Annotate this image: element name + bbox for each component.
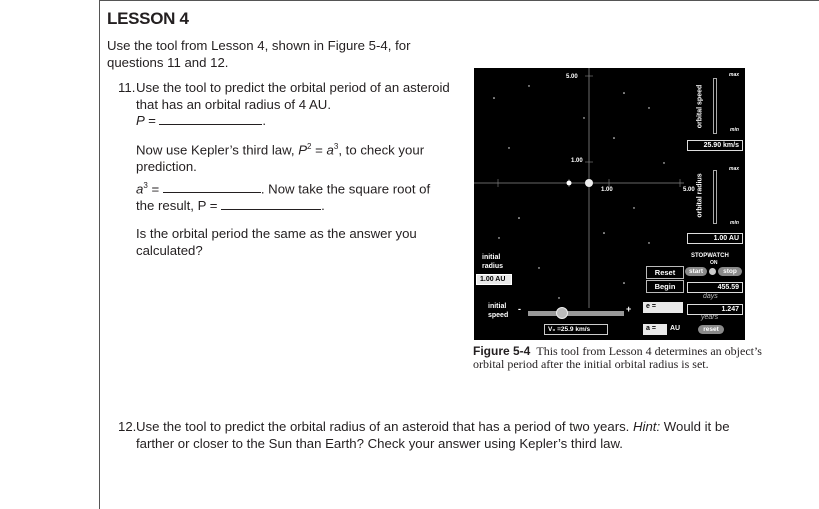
initial-radius-input[interactable]: 1.00 AU <box>476 274 512 285</box>
radius-max: max <box>729 166 740 172</box>
initial-speed-label-1: initial <box>488 303 507 310</box>
kepler-p: P <box>298 142 308 158</box>
years-label: years <box>701 314 719 321</box>
question-text: Use the tool to predict the orbital period of an asteroid that has an orbital radius of 4 AU. <box>136 80 450 112</box>
kepler-text-2: , to check your prediction. <box>136 142 425 175</box>
kepler-eq: = <box>311 142 327 158</box>
kepler-text-1: Now use Kepler’s third law, <box>136 142 299 158</box>
asteroid-icon <box>567 181 572 186</box>
initial-radius-label-1: initial <box>482 254 501 261</box>
radius-min: min <box>730 220 739 226</box>
sqrt-instruction: . Now take the square root of <box>260 181 431 197</box>
toggle-knob[interactable] <box>709 268 716 275</box>
speed-gauge <box>713 78 717 134</box>
question-text <box>136 418 756 452</box>
axis-label-mid: 1.00 <box>571 158 583 164</box>
period-blank[interactable] <box>159 113 262 125</box>
speed-increase[interactable]: + <box>626 304 632 314</box>
kepler-a: a <box>326 142 334 158</box>
semi-major-axis-readout: a = <box>643 324 667 335</box>
page-border-top <box>99 0 819 1</box>
a-sup: 3 <box>143 181 148 190</box>
a-eq: = <box>147 181 160 197</box>
axis-label-far-right: 5.00 <box>683 187 695 193</box>
intro-text: Use the tool from Lesson 4, shown in Figure 5-4, for questions 11 and 12. <box>107 38 411 70</box>
a-cubed-blank[interactable] <box>163 181 261 193</box>
orbital-radius-label: orbital radius <box>696 173 704 218</box>
comparison-question: Is the orbital period the same as the answer you calculated? <box>136 226 417 258</box>
kepler-instruction <box>136 138 456 175</box>
reset-button[interactable]: Reset <box>646 266 684 279</box>
radius-gauge <box>713 170 717 224</box>
start-button[interactable]: start <box>685 267 707 276</box>
speed-min: min <box>730 127 739 133</box>
axis-label-top: 5.00 <box>566 74 578 80</box>
a-label: a <box>136 181 144 197</box>
speed-slider[interactable] <box>528 311 624 316</box>
orbital-speed-readout: 25.90 km/s <box>687 140 743 151</box>
sun-icon <box>585 179 593 187</box>
result-line: the result, P = . <box>136 198 325 213</box>
begin-button[interactable]: Begin <box>646 280 684 293</box>
stopwatch-reset-button[interactable]: reset <box>698 325 724 334</box>
stopwatch-on: ON <box>710 260 718 266</box>
period-answer-line: P = . <box>136 113 267 128</box>
eccentricity-readout: e = <box>643 302 683 313</box>
orbit-simulator <box>474 68 745 340</box>
a-cubed-line <box>136 181 430 196</box>
hint-label: Hint: <box>633 419 661 434</box>
p-label: P = <box>136 113 156 128</box>
speed-decrease[interactable]: - <box>518 304 521 314</box>
q12-text-1: Use the tool to predict the orbital radius of an asteroid that has a period of two years. <box>136 419 634 434</box>
axis-label-right-mid: 1.00 <box>601 187 613 193</box>
days-readout: 455.59 <box>687 282 743 293</box>
speed-max: max <box>729 72 740 78</box>
initial-speed-label-2: speed <box>488 312 509 319</box>
kepler-a-sup: 3 <box>333 142 339 151</box>
figure-caption <box>473 345 763 371</box>
stopwatch-label: STOPWATCH <box>691 253 729 259</box>
q12-text-2: Would it be farther or closer to the Sun than Earth? Check your answer using Kepler’s third law. <box>136 419 730 451</box>
question-number: 12. <box>118 419 137 434</box>
question-number: 11. <box>118 80 136 95</box>
stop-button[interactable]: stop <box>718 267 742 276</box>
orbital-radius-readout: 1.00 AU <box>687 233 743 244</box>
initial-speed-readout: V₀ =25.9 km/s <box>544 324 608 335</box>
years-readout: 1.247 <box>687 304 743 315</box>
figure-caption-text: This tool from Lesson 4 determines an object’s orbital period after the initial orbital radius is set. <box>473 344 762 371</box>
kepler-p-sup: 2 <box>307 142 312 151</box>
days-label: days <box>703 293 718 300</box>
page-border-left <box>99 0 100 509</box>
speed-slider-knob[interactable] <box>556 307 568 319</box>
initial-radius-label-2: radius <box>482 263 504 270</box>
lesson-heading: LESSON 4 <box>107 9 189 28</box>
au-unit: AU <box>670 325 681 332</box>
result-label: the result, P = <box>136 198 218 213</box>
orbital-speed-label: orbital speed <box>696 84 704 129</box>
result-blank[interactable] <box>221 198 321 210</box>
figure-label: Figure 5-4 <box>473 344 531 358</box>
